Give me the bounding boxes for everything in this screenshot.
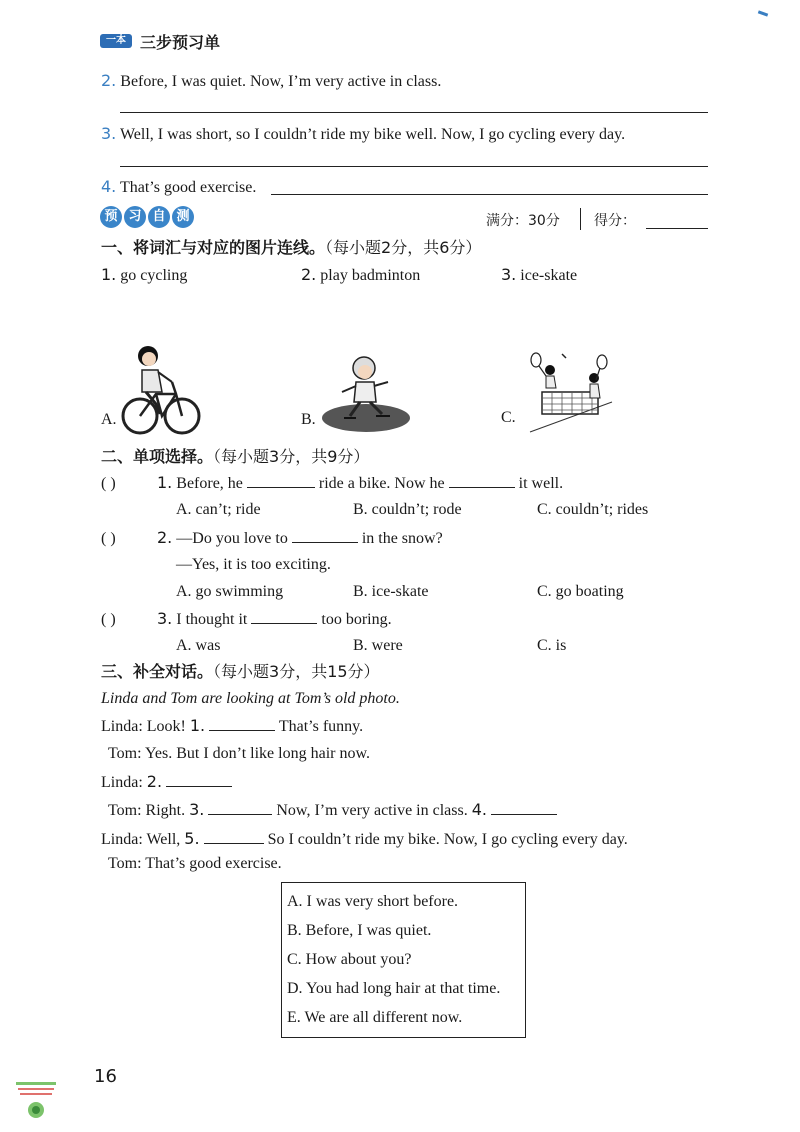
question-text: ride a bike. Now he bbox=[318, 475, 445, 492]
ice-skating-icon[interactable] bbox=[320, 352, 412, 436]
dialogue-text: Linda: Look! bbox=[101, 718, 186, 735]
word-text: play badminton bbox=[320, 267, 421, 284]
dialogue-line-3 bbox=[101, 772, 232, 793]
fill-blank[interactable] bbox=[251, 609, 317, 624]
q1-option-b[interactable]: B. couldn’t; rode bbox=[353, 501, 462, 518]
item-text: Well, I was short, so I couldn’t ride my bike well. Now, I go cycling every day. bbox=[119, 126, 626, 143]
dialogue-line-2: Tom: Yes. But I don’t like long hair now. bbox=[108, 745, 370, 762]
fill-blank[interactable] bbox=[292, 528, 358, 543]
question-text: I thought it bbox=[176, 611, 248, 628]
boy-cycling-icon[interactable] bbox=[120, 342, 202, 438]
q3-option-b[interactable]: B. were bbox=[353, 637, 403, 654]
dialogue-intro: Linda and Tom are looking at Tom’s old photo. bbox=[101, 690, 400, 707]
blank-number: 5. bbox=[184, 829, 200, 848]
fill-blank[interactable] bbox=[166, 772, 232, 787]
question-text: in the snow? bbox=[361, 530, 443, 547]
answer-parentheses[interactable]: ( ) bbox=[101, 611, 116, 628]
dialogue-line-5 bbox=[101, 829, 628, 850]
section-badge bbox=[100, 206, 194, 230]
picture-label-b: B. bbox=[301, 411, 316, 428]
fill-blank[interactable] bbox=[209, 716, 275, 731]
dialogue-option-b[interactable]: B. Before, I was quiet. bbox=[287, 922, 432, 939]
page-header-title: 三步预习单 bbox=[140, 33, 221, 52]
match-word-2[interactable] bbox=[301, 265, 420, 286]
blank-number: 1. bbox=[189, 716, 206, 735]
writing-item-3 bbox=[101, 124, 625, 145]
answer-parentheses[interactable]: ( ) bbox=[101, 475, 116, 492]
watermark-stamp-icon bbox=[14, 1078, 58, 1122]
part2-title: 二、单项选择。 bbox=[101, 447, 214, 466]
part2-note: （每小题3分，共9分） bbox=[213, 447, 370, 466]
fill-blank[interactable] bbox=[491, 800, 557, 815]
badge-char: 测 bbox=[172, 206, 194, 228]
question-number: 2. bbox=[157, 528, 173, 547]
question-number: 3. bbox=[157, 609, 173, 628]
question-text: Before, he bbox=[176, 475, 243, 492]
word-number: 2. bbox=[301, 265, 317, 284]
fill-blank[interactable] bbox=[204, 829, 264, 844]
fill-blank[interactable] bbox=[208, 800, 272, 815]
blank-number: 2. bbox=[146, 772, 163, 791]
score-blank[interactable] bbox=[646, 228, 708, 229]
writing-item-4 bbox=[101, 177, 256, 198]
options-box bbox=[281, 882, 526, 1038]
item-number: 2. bbox=[101, 71, 117, 90]
question-text: too boring. bbox=[321, 611, 392, 628]
answer-line[interactable] bbox=[271, 194, 708, 195]
brand-logo: 一本 bbox=[100, 34, 132, 48]
dialogue-line-4 bbox=[108, 800, 557, 821]
corner-mark bbox=[758, 10, 768, 16]
blank-number: 4. bbox=[471, 800, 487, 819]
dialogue-line-1 bbox=[101, 716, 363, 737]
word-text: go cycling bbox=[120, 267, 188, 284]
badge-char: 习 bbox=[124, 206, 146, 228]
badminton-players-icon[interactable] bbox=[522, 348, 614, 438]
q2-reply: —Yes, it is too exciting. bbox=[176, 556, 331, 573]
dialogue-text: Linda: bbox=[101, 774, 143, 791]
blank-number: 3. bbox=[189, 800, 205, 819]
badge-char: 预 bbox=[100, 206, 122, 228]
word-text: ice-skate bbox=[520, 267, 578, 284]
word-number: 3. bbox=[501, 265, 517, 284]
full-score: 满分：30分 bbox=[486, 213, 560, 229]
part1-note: （每小题2分，共6分） bbox=[325, 238, 482, 257]
dialogue-text: Linda: Well, bbox=[101, 831, 181, 848]
question-3 bbox=[101, 609, 392, 630]
part2-heading bbox=[101, 447, 369, 467]
q2-option-c[interactable]: C. go boating bbox=[537, 583, 624, 600]
match-word-1[interactable] bbox=[101, 265, 187, 286]
dialogue-option-a[interactable]: A. I was very short before. bbox=[287, 893, 459, 910]
dialogue-option-d[interactable]: D. You had long hair at that time. bbox=[287, 980, 501, 997]
q2-option-b[interactable]: B. ice-skate bbox=[353, 583, 429, 600]
dialogue-option-e[interactable]: E. We are all different now. bbox=[287, 1009, 463, 1026]
dialogue-text: That’s funny. bbox=[278, 718, 364, 735]
page-number: 16 bbox=[94, 1066, 117, 1087]
q1-option-c[interactable]: C. couldn’t; rides bbox=[537, 501, 649, 518]
question-1 bbox=[101, 473, 563, 494]
picture-label-a: A. bbox=[101, 411, 117, 428]
q1-option-a[interactable]: A. can’t; ride bbox=[176, 501, 261, 518]
part1-heading bbox=[101, 238, 481, 258]
question-text: it well. bbox=[518, 475, 564, 492]
divider bbox=[580, 208, 581, 230]
item-text: That’s good exercise. bbox=[119, 179, 257, 196]
q3-option-c[interactable]: C. is bbox=[537, 637, 567, 654]
dialogue-text: Tom: Right. bbox=[108, 802, 186, 819]
match-word-3[interactable] bbox=[501, 265, 577, 286]
item-number: 4. bbox=[101, 177, 117, 196]
part3-title: 三、补全对话。 bbox=[101, 662, 214, 681]
fill-blank[interactable] bbox=[449, 473, 515, 488]
q3-option-a[interactable]: A. was bbox=[176, 637, 221, 654]
dialogue-option-c[interactable]: C. How about you? bbox=[287, 951, 412, 968]
item-text: Before, I was quiet. Now, I’m very active in class. bbox=[120, 73, 442, 90]
word-number: 1. bbox=[101, 265, 117, 284]
dialogue-text: So I couldn’t ride my bike. Now, I go cycling every day. bbox=[267, 831, 628, 848]
answer-parentheses[interactable]: ( ) bbox=[101, 530, 116, 547]
part1-title: 一、将词汇与对应的图片连线。 bbox=[101, 238, 326, 257]
answer-line[interactable] bbox=[120, 112, 708, 113]
question-text: —Do you love to bbox=[176, 530, 288, 547]
writing-item-2 bbox=[101, 71, 441, 92]
q2-option-a[interactable]: A. go swimming bbox=[176, 583, 284, 600]
dialogue-line-6: Tom: That’s good exercise. bbox=[108, 855, 282, 872]
picture-label-c: C. bbox=[501, 409, 516, 426]
question-2 bbox=[101, 528, 443, 549]
question-number: 1. bbox=[157, 473, 173, 492]
part3-heading bbox=[101, 662, 380, 682]
answer-line[interactable] bbox=[120, 166, 708, 167]
score-label: 得分： bbox=[594, 213, 636, 229]
part3-note: （每小题3分，共15分） bbox=[213, 662, 380, 681]
dialogue-text: Now, I’m very active in class. bbox=[276, 802, 468, 819]
fill-blank[interactable] bbox=[247, 473, 315, 488]
badge-char: 自 bbox=[148, 206, 170, 228]
item-number: 3. bbox=[101, 124, 117, 143]
